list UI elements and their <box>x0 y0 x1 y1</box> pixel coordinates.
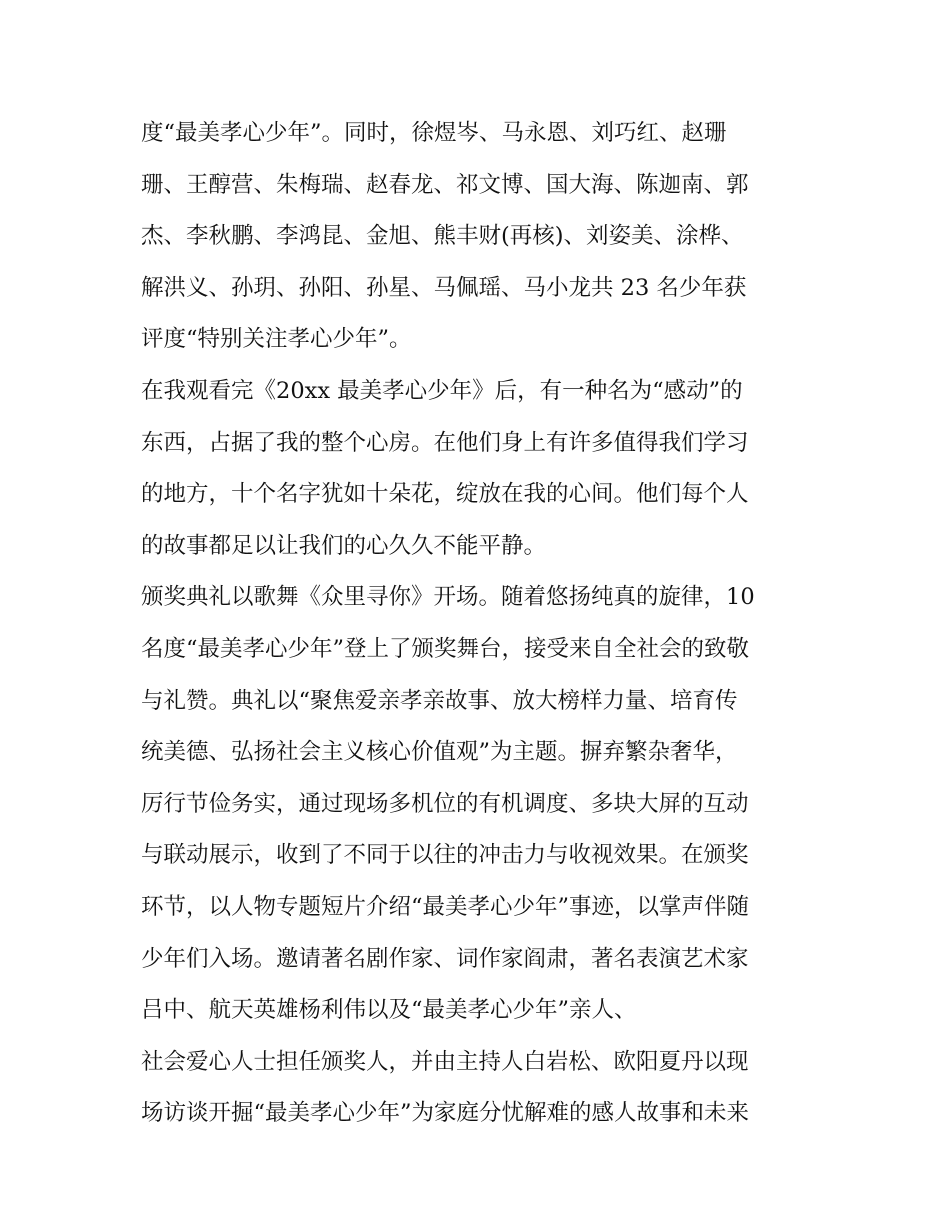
text-line: 颁奖典礼以歌舞《众里寻你》开场。随着悠扬纯真的旋律，10 <box>141 584 755 611</box>
text-line: 名度“最美孝心少年”登上了颁奖舞台，接受来自全社会的致敬 <box>141 635 750 662</box>
text-line: 吕中、航天英雄杨利伟以及“最美孝心少年”亲人、 <box>141 997 637 1024</box>
text-line: 解洪义、孙玥、孙阳、孙星、马佩瑶、马小龙共 23 名少年获 <box>141 274 747 301</box>
document-body <box>141 108 821 1140</box>
text-line: 杰、李秋鹏、李鸿昆、金旭、熊丰财(再核)、刘姿美、涂桦、 <box>141 223 744 250</box>
text-line: 少年们入场。邀请著名剧作家、词作家阎肃，著名表演艺术家 <box>141 945 749 972</box>
text-line: 的故事都足以让我们的心久久不能平静。 <box>141 532 547 559</box>
text-line: 与联动展示，收到了不同于以往的冲击力与收视效果。在颁奖 <box>141 842 749 869</box>
text-line: 度“最美孝心少年”。同时，徐煜岑、马永恩、刘巧红、赵珊 <box>141 120 727 146</box>
text-line: 在我观看完《20xx 最美孝心少年》后，有一种名为“感动”的 <box>141 377 743 404</box>
text-line: 环节，以人物专题短片介绍“最美孝心少年”事迹，以掌声伴随 <box>141 893 750 920</box>
text-line: 场访谈开掘“最美孝心少年”为家庭分忧解难的感人故事和未来 <box>141 1100 750 1127</box>
text-line: 社会爱心人士担任颁奖人，并由主持人白岩松、欧阳夏丹以现 <box>141 1048 749 1075</box>
text-line: 珊、王醇营、朱梅瑞、赵春龙、祁文博、国大海、陈迦南、郭 <box>141 171 749 198</box>
text-line: 评度“特别关注孝心少年”。 <box>141 326 412 353</box>
text-line: 与礼赞。典礼以“聚焦爱亲孝亲故事、放大榜样力量、培育传 <box>141 687 738 714</box>
text-line: 的地方，十个名字犹如十朵花，绽放在我的心间。他们每个人 <box>141 481 749 508</box>
text-line: 东西，占据了我的整个心房。在他们身上有许多值得我们学习 <box>141 429 749 456</box>
text-line: 统美德、弘扬社会主义核心价值观”为主题。摒弃繁杂奢华， <box>141 739 738 766</box>
text-line: 厉行节俭务实，通过现场多机位的有机调度、多块大屏的互动 <box>141 790 749 817</box>
